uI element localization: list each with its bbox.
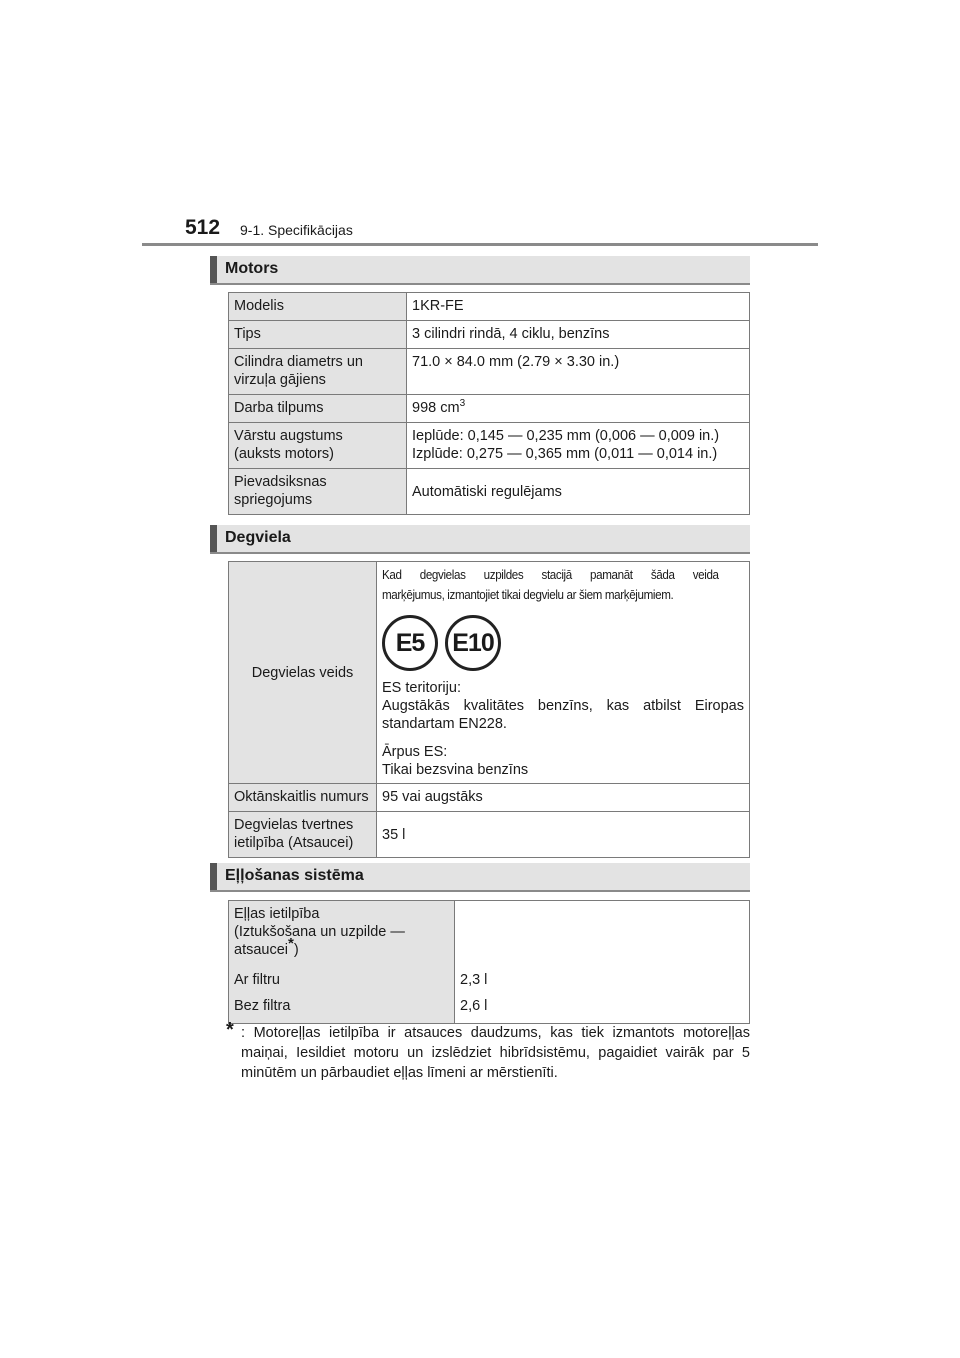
- non-eu-fuel-text: [382, 743, 744, 779]
- label-line: virzuļa gājiens: [234, 372, 326, 388]
- table-row: [229, 562, 750, 784]
- table-row: [229, 395, 750, 423]
- row-label: [229, 469, 407, 515]
- row-label: [229, 812, 377, 858]
- label-line: Cilindra diametrs un: [234, 354, 363, 370]
- table-row: [229, 967, 750, 993]
- label-line: (auksts motors): [234, 446, 334, 462]
- eu-heading: ES teritoriju:: [382, 680, 461, 696]
- motors-table: [228, 292, 750, 515]
- label-text: atsaucei: [234, 942, 289, 958]
- e10-fuel-badge-icon: E10: [445, 615, 501, 671]
- section-marker: [210, 256, 217, 283]
- row-value: [407, 423, 750, 469]
- footnote-marker: *: [288, 935, 294, 953]
- footnote-text: : Motoreļļas ietilpība ir atsauces daudzums, kas tiek izmantots motoreļļas maiņai, Iesildiet motoru un izslēdziet hibrīdsistēmu, pagaidiet vairāk par 5 minūtēm un pārbaudiet eļļas līmeni ar mērstienīti.: [241, 1025, 750, 1081]
- section-header-oil: [210, 863, 750, 892]
- row-value: 35 l: [377, 812, 750, 858]
- table-row: [229, 321, 750, 349]
- eu-description: Augstākās kvalitātes benzīns, kas atbilst Eiropas: [382, 698, 744, 714]
- row-label: Oktānskaitlis numurs: [229, 784, 377, 812]
- table-row: [229, 423, 750, 469]
- table-row: [229, 293, 750, 321]
- notice-line: Kad degvielas uzpildes stacijā pamanāt šāda veida: [382, 568, 719, 582]
- section-header-degviela: [210, 525, 750, 554]
- section-title: Eļļošanas sistēma: [225, 867, 364, 884]
- row-value: 71.0 × 84.0 mm (2.79 × 3.30 in.): [407, 349, 750, 395]
- page-number: 512: [185, 216, 221, 239]
- label-line: Degvielas tvertnes: [234, 817, 354, 833]
- displacement-unit-exponent: 3: [459, 398, 466, 410]
- row-label: Ar filtru: [229, 967, 455, 993]
- row-value: [407, 395, 750, 423]
- row-label: Modelis: [229, 293, 407, 321]
- oil-capacity-label: [229, 901, 455, 968]
- fuel-table: [228, 561, 750, 858]
- row-value: 2,6 l: [455, 993, 750, 1024]
- intake-clearance: Ieplūde: 0,145 — 0,235 mm (0,006 — 0,009 in.): [412, 428, 720, 444]
- table-row: [229, 469, 750, 515]
- row-label: [229, 349, 407, 395]
- row-value: Automātiski regulējams: [407, 469, 750, 515]
- e5-fuel-badge-icon: E5: [382, 615, 438, 671]
- eu-description-end: standartam EN228.: [382, 716, 507, 732]
- table-row: [229, 349, 750, 395]
- table-row: [229, 784, 750, 812]
- eu-fuel-text: [382, 679, 744, 733]
- section-marker: [210, 525, 217, 552]
- fuel-label-notice: [382, 565, 719, 605]
- row-value: 2,3 l: [455, 967, 750, 993]
- fuel-badges: [382, 615, 744, 671]
- exhaust-clearance: Izplūde: 0,275 — 0,365 mm (0,011 — 0,014 in.): [412, 446, 718, 462]
- table-row: [229, 901, 750, 968]
- row-label: [229, 423, 407, 469]
- footnote: [226, 1019, 750, 1083]
- non-eu-description: Tikai bezsvina benzīns: [382, 762, 529, 778]
- label-line: [234, 935, 449, 959]
- label-line: Eļļas ietilpība: [234, 906, 320, 922]
- table-row: [229, 812, 750, 858]
- fuel-type-label: Degvielas veids: [229, 562, 377, 784]
- row-label: Tips: [229, 321, 407, 349]
- section-marker: [210, 863, 217, 890]
- oil-capacity-value: [455, 901, 750, 968]
- header-rule: [142, 243, 818, 246]
- label-line: spriegojums: [234, 492, 313, 508]
- section-title: Degviela: [225, 529, 291, 546]
- label-text: ): [293, 942, 299, 958]
- label-line: ietilpība (Atsaucei): [234, 835, 354, 851]
- row-label: Bez filtra: [229, 993, 455, 1024]
- row-value: 95 vai augstāks: [377, 784, 750, 812]
- row-label: Darba tilpums: [229, 395, 407, 423]
- notice-line: marķējumus, izmantojiet tikai degvielu ar šiem marķējumiem.: [382, 588, 674, 602]
- section-title: Motors: [225, 260, 279, 277]
- row-value: 1KR-FE: [407, 293, 750, 321]
- fuel-type-value: [377, 562, 750, 784]
- row-value: 3 cilindri rindā, 4 ciklu, benzīns: [407, 321, 750, 349]
- chapter-title: 9-1. Specifikācijas: [240, 222, 353, 238]
- label-line: Vārstu augstums: [234, 428, 343, 444]
- oil-table: [228, 900, 750, 1024]
- non-eu-heading: Ārpus ES:: [382, 744, 448, 760]
- displacement-value: 998 cm: [412, 400, 460, 416]
- section-header-motors: [210, 256, 750, 285]
- label-line: Pievadsiksnas: [234, 474, 327, 490]
- footnote-star: *: [226, 1019, 234, 1041]
- label-line: (Iztukšošana un uzpilde —: [234, 924, 405, 940]
- table-row: [229, 993, 750, 1024]
